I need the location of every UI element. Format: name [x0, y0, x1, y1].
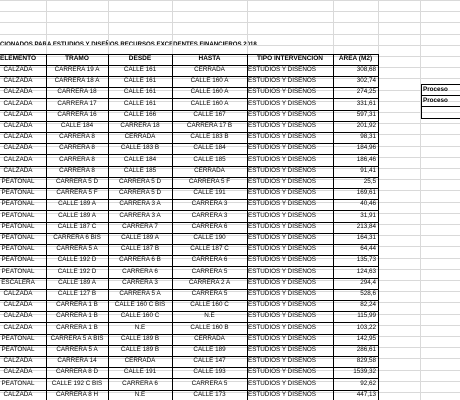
- cell-desde[interactable]: CALLE 189 B: [120, 334, 160, 342]
- cell-area[interactable]: 142,95: [356, 334, 376, 342]
- cell-tipo[interactable]: ESTUDIOS Y DISEÑOS: [248, 256, 317, 264]
- cell-desde[interactable]: CARRERA 5 D: [119, 178, 161, 185]
- cell-desde[interactable]: N.E: [134, 323, 146, 331]
- cell-area[interactable]: 201,92: [356, 122, 376, 129]
- cell-hasta[interactable]: CALLE 160 B: [190, 323, 229, 331]
- cell-area[interactable]: 103,22: [356, 323, 376, 331]
- table-border-h: [0, 278, 378, 279]
- cell-tramo[interactable]: CARRERA 5 D: [56, 178, 98, 185]
- cell-tramo[interactable]: CARRERA 1 B: [56, 301, 98, 309]
- cell-hasta[interactable]: CARRERA 5 F: [188, 178, 231, 185]
- cell-area[interactable]: 286,61: [356, 346, 376, 353]
- cell-tipo[interactable]: ESTUDIOS Y DISEÑOS: [248, 122, 317, 129]
- cell-area[interactable]: 25,5: [363, 178, 376, 185]
- cell-elemento[interactable]: PEATONAL: [1, 178, 35, 185]
- table-border-v: [378, 54, 379, 400]
- side-box-border: [421, 84, 460, 85]
- cell-tramo[interactable]: CARRERA 5 F: [56, 189, 98, 197]
- cell-tramo[interactable]: CARRERA 18: [57, 88, 97, 96]
- cell-desde[interactable]: N.E: [134, 390, 146, 398]
- cell-elemento[interactable]: PEATONAL: [1, 379, 35, 387]
- gridline-h: [0, 22, 460, 23]
- cell-tramo[interactable]: CARRERA 8: [59, 155, 95, 163]
- side-cell[interactable]: Proceso: [423, 97, 448, 105]
- table-border-v: [172, 54, 173, 400]
- cell-tramo[interactable]: CARRERA 5 A BIS: [50, 334, 104, 342]
- cell-desde[interactable]: CALLE 160 C BIS: [114, 301, 166, 309]
- cell-elemento[interactable]: CALZADA: [3, 66, 33, 73]
- cell-tipo[interactable]: ESTUDIOS Y DISEÑOS: [248, 200, 317, 208]
- cell-hasta[interactable]: CALLE 160 C: [190, 301, 229, 309]
- cell-area[interactable]: 308,68: [356, 66, 376, 73]
- cell-area[interactable]: 528,6: [360, 290, 376, 297]
- cell-desde[interactable]: CALLE 160 C: [120, 312, 160, 320]
- cell-tipo[interactable]: ESTUDIOS Y DISEÑOS: [248, 278, 317, 286]
- table-border-h: [0, 255, 378, 256]
- cell-area[interactable]: 64,44: [360, 245, 376, 253]
- cell-desde[interactable]: CALLE 189 B: [120, 346, 160, 353]
- cell-elemento[interactable]: PEATONAL: [1, 256, 35, 264]
- cell-tipo[interactable]: ESTUDIOS Y DISEÑOS: [248, 245, 317, 253]
- cell-tipo[interactable]: ESTUDIOS Y DISEÑOS: [248, 390, 317, 398]
- cell-elemento[interactable]: PEATONAL: [1, 211, 35, 219]
- side-box-border: [421, 118, 460, 119]
- table-border-h: [0, 222, 378, 223]
- cell-elemento[interactable]: PEATONAL: [1, 189, 35, 197]
- cell-tipo[interactable]: ESTUDIOS Y DISEÑOS: [248, 290, 317, 297]
- cell-tipo[interactable]: ESTUDIOS Y DISEÑOS: [248, 211, 317, 219]
- table-border-v: [108, 54, 109, 400]
- cell-tramo[interactable]: CARRERA 14: [57, 357, 97, 365]
- cell-area[interactable]: 169,61: [356, 189, 376, 197]
- cell-tramo[interactable]: CARRERA 6 BIS: [53, 234, 101, 241]
- table-border-h: [0, 244, 378, 245]
- cell-hasta[interactable]: CALLE 190: [193, 234, 226, 241]
- table-border-h: [0, 300, 378, 301]
- cell-hasta[interactable]: CERRADA: [194, 66, 225, 73]
- table-border-h: [0, 110, 378, 111]
- cell-elemento[interactable]: CALZADA: [3, 144, 33, 152]
- table-border-h: [0, 378, 378, 379]
- table-border-h: [0, 289, 378, 290]
- table-border-h: [0, 143, 378, 144]
- cell-tipo[interactable]: ESTUDIOS Y DISEÑOS: [248, 99, 317, 107]
- table-border-h: [0, 188, 378, 189]
- cell-desde[interactable]: CALLE 161: [123, 99, 157, 107]
- cell-desde[interactable]: CALLE 161: [123, 88, 157, 96]
- cell-area[interactable]: 135,73: [356, 256, 376, 264]
- cell-hasta[interactable]: CARRERA 3: [191, 200, 228, 208]
- cell-area[interactable]: 92,62: [360, 379, 376, 387]
- cell-area[interactable]: 1539,32: [353, 368, 376, 376]
- cell-elemento[interactable]: CALZADA: [3, 99, 33, 107]
- cell-area[interactable]: 302,74: [356, 77, 376, 85]
- cell-elemento[interactable]: CALZADA: [3, 155, 33, 163]
- table-border-h: [0, 98, 378, 99]
- cell-area[interactable]: 274,25: [356, 88, 376, 96]
- cell-desde[interactable]: CERRADA: [124, 133, 156, 141]
- cell-area[interactable]: 40,46: [360, 200, 376, 208]
- table-border-h: [0, 266, 378, 267]
- cell-desde[interactable]: CALLE 166: [123, 110, 157, 118]
- cell-tramo[interactable]: CARRERA 8 D: [56, 368, 98, 376]
- cell-tramo[interactable]: CALLE 184: [60, 122, 94, 129]
- table-border-v: [46, 54, 47, 400]
- cell-tipo[interactable]: ESTUDIOS Y DISEÑOS: [248, 301, 317, 309]
- cell-hasta[interactable]: CALLE 147: [193, 357, 226, 365]
- cell-elemento[interactable]: PEATONAL: [1, 267, 35, 275]
- table-border-h: [0, 121, 378, 122]
- gridline-h: [0, 11, 460, 12]
- cell-tramo[interactable]: CARRERA 8: [59, 166, 95, 174]
- table-border-h: [0, 233, 378, 234]
- cell-tipo[interactable]: ESTUDIOS Y DISEÑOS: [248, 66, 317, 73]
- cell-desde[interactable]: CARRERA 7: [122, 222, 158, 230]
- cell-hasta[interactable]: CALLE 184: [193, 144, 226, 152]
- gridline-h: [0, 0, 460, 1]
- side-box-border: [421, 84, 422, 118]
- table-border-h: [0, 132, 378, 133]
- cell-tramo[interactable]: CARRERA 1 B: [56, 312, 98, 320]
- cell-desde[interactable]: CALLE 189 A: [121, 234, 159, 241]
- cell-hasta[interactable]: CARRERA 2 A: [188, 278, 231, 286]
- side-box-border: [421, 106, 460, 107]
- cell-hasta[interactable]: CARRERA 6: [191, 222, 228, 230]
- cell-tramo[interactable]: CALLE 189 A: [58, 211, 96, 219]
- cell-elemento[interactable]: CALZADA: [3, 312, 33, 320]
- cell-tramo[interactable]: CARRERA 5 A: [56, 245, 98, 253]
- cell-hasta[interactable]: CERRADA: [194, 334, 225, 342]
- cell-area[interactable]: 31,91: [360, 211, 376, 219]
- table-border-h: [0, 390, 378, 391]
- cell-elemento[interactable]: CALZADA: [3, 166, 33, 174]
- cell-hasta[interactable]: CARRERA 17 B: [186, 122, 233, 129]
- table-border-h: [0, 76, 378, 77]
- cell-hasta[interactable]: CALLE 173: [193, 390, 226, 398]
- cell-area[interactable]: 91,41: [360, 166, 376, 174]
- cell-elemento[interactable]: CALZADA: [3, 88, 33, 96]
- cell-hasta[interactable]: CARRERA 3: [191, 211, 228, 219]
- cell-tipo[interactable]: ESTUDIOS Y DISEÑOS: [248, 357, 317, 365]
- cell-hasta[interactable]: CALLE 193: [193, 368, 226, 376]
- cell-tramo[interactable]: CARRERA 19 A: [54, 66, 100, 73]
- cell-tramo[interactable]: CARRERA 1 B: [56, 323, 98, 331]
- cell-tramo[interactable]: CALLE 127 B: [57, 290, 97, 297]
- cell-tipo[interactable]: ESTUDIOS Y DISEÑOS: [248, 222, 317, 230]
- cell-tipo[interactable]: ESTUDIOS Y DISEÑOS: [248, 323, 317, 331]
- cell-elemento[interactable]: CALZADA: [3, 301, 33, 309]
- cell-hasta[interactable]: CALLE 160 A: [190, 99, 229, 107]
- cell-desde[interactable]: CARRERA 3 A: [119, 211, 161, 219]
- cell-hasta[interactable]: CALLE 191: [193, 189, 226, 197]
- cell-tipo[interactable]: ESTUDIOS Y DISEÑOS: [248, 267, 317, 275]
- cell-desde[interactable]: CERRADA: [124, 357, 156, 365]
- cell-elemento[interactable]: PEATONAL: [1, 222, 35, 230]
- table-border-h: [0, 334, 378, 335]
- table-border-h: [0, 345, 378, 346]
- table-border-h: [0, 154, 378, 155]
- table-border-h: [0, 166, 378, 167]
- table-border-h: [0, 65, 378, 66]
- gridline-h: [0, 34, 460, 35]
- cell-hasta[interactable]: CERRADA: [194, 166, 225, 174]
- cell-tipo[interactable]: ESTUDIOS Y DISEÑOS: [248, 110, 317, 118]
- cell-tramo[interactable]: CARRERA 18 A: [54, 77, 100, 85]
- cell-area[interactable]: 98,31: [360, 133, 376, 141]
- cell-desde[interactable]: CALLE 183 B: [120, 144, 160, 152]
- cell-tipo[interactable]: ESTUDIOS Y DISEÑOS: [248, 379, 317, 387]
- cell-elemento[interactable]: CALZADA: [3, 133, 33, 141]
- cell-desde[interactable]: CARRERA 6: [122, 267, 158, 275]
- cell-elemento[interactable]: CALZADA: [3, 368, 33, 376]
- cell-elemento[interactable]: CALZADA: [3, 357, 33, 365]
- cell-hasta[interactable]: CARRERA 5: [191, 379, 228, 387]
- cell-desde[interactable]: CALLE 161: [123, 77, 157, 85]
- cell-elemento[interactable]: PEATONAL: [1, 200, 35, 208]
- cell-desde[interactable]: CALLE 184: [123, 155, 157, 163]
- cell-tipo[interactable]: ESTUDIOS Y DISEÑOS: [248, 346, 317, 353]
- cell-tramo[interactable]: CARRERA 17: [57, 99, 97, 107]
- cell-elemento[interactable]: CALZADA: [3, 290, 33, 297]
- cell-tipo[interactable]: ESTUDIOS Y DISEÑOS: [248, 189, 317, 197]
- cell-tipo[interactable]: ESTUDIOS Y DISEÑOS: [248, 77, 317, 85]
- cell-tipo[interactable]: ESTUDIOS Y DISEÑOS: [248, 166, 317, 174]
- table-border-h: [0, 199, 378, 200]
- table-border-h: [0, 87, 378, 88]
- cell-area[interactable]: 331,61: [356, 99, 376, 107]
- table-border-h: [0, 311, 378, 312]
- cell-area[interactable]: 186,46: [356, 155, 376, 163]
- cell-area[interactable]: 213,84: [356, 222, 376, 230]
- cell-tipo[interactable]: ESTUDIOS Y DISEÑOS: [248, 368, 317, 376]
- cell-elemento[interactable]: ESCALERA: [1, 278, 35, 286]
- cell-tramo[interactable]: CARRERA 8: [59, 133, 95, 141]
- cell-elemento[interactable]: PEATONAL: [1, 234, 35, 241]
- side-cell[interactable]: Proceso: [423, 86, 448, 93]
- table-border-v: [247, 54, 248, 400]
- cell-area[interactable]: 294,4: [360, 278, 376, 286]
- cell-elemento[interactable]: CALZADA: [3, 390, 33, 398]
- cell-tramo[interactable]: CALLE 192 C BIS: [51, 379, 103, 387]
- cell-tramo[interactable]: CALLE 187 C: [57, 222, 97, 230]
- cell-tramo[interactable]: CARRERA 8: [59, 144, 95, 152]
- header-area[interactable]: ÁREA (M2): [338, 54, 373, 62]
- cell-elemento[interactable]: PEATONAL: [1, 245, 35, 253]
- cell-desde[interactable]: CARRERA 18: [120, 122, 160, 129]
- cell-hasta[interactable]: CALLE 160 A: [190, 88, 229, 96]
- cell-tipo[interactable]: ESTUDIOS Y DISEÑOS: [248, 178, 317, 185]
- header-desde[interactable]: DESDE: [128, 54, 152, 62]
- cell-hasta[interactable]: CALLE 189: [193, 346, 226, 353]
- cell-desde[interactable]: CALLE 187 B: [120, 245, 160, 253]
- header-hasta[interactable]: HASTA: [198, 54, 221, 62]
- cell-hasta[interactable]: CALLE 167: [193, 110, 226, 118]
- table-border-h: [0, 322, 378, 323]
- side-box-border: [421, 95, 460, 96]
- cell-hasta[interactable]: CARRERA 6: [191, 256, 228, 264]
- cell-hasta[interactable]: CALLE 183 B: [190, 133, 229, 141]
- cell-area[interactable]: 597,31: [356, 110, 376, 118]
- cell-tipo[interactable]: ESTUDIOS Y DISEÑOS: [248, 88, 317, 96]
- cell-elemento[interactable]: CALZADA: [3, 77, 33, 85]
- gridline-v: [420, 0, 421, 400]
- cell-desde[interactable]: CARRERA 5 A: [119, 290, 161, 297]
- cell-desde[interactable]: CARRERA 5 D: [119, 189, 161, 197]
- cell-area[interactable]: 82,24: [360, 301, 376, 309]
- cell-area[interactable]: 447,13: [356, 390, 376, 398]
- cell-hasta[interactable]: CALLE 185: [193, 155, 226, 163]
- cell-desde[interactable]: CALLE 161: [123, 66, 157, 73]
- cell-desde[interactable]: CARRERA 6: [122, 379, 158, 387]
- cell-area[interactable]: 184,96: [356, 144, 376, 152]
- cell-desde[interactable]: CALLE 185: [123, 166, 157, 174]
- table-border-h: [0, 367, 378, 368]
- cell-elemento[interactable]: CALZADA: [3, 122, 33, 129]
- cell-hasta[interactable]: CARRERA 5: [191, 267, 228, 275]
- cell-tipo[interactable]: ESTUDIOS Y DISEÑOS: [248, 234, 317, 241]
- table-border-h: [0, 210, 378, 211]
- cell-hasta[interactable]: N.E: [204, 312, 215, 320]
- cell-desde[interactable]: CARRERA 6 B: [119, 256, 161, 264]
- cell-tipo[interactable]: ESTUDIOS Y DISEÑOS: [248, 334, 317, 342]
- cell-elemento[interactable]: CALZADA: [3, 110, 33, 118]
- cell-tramo[interactable]: CARRERA 5 A: [56, 346, 98, 353]
- cell-tramo[interactable]: CALLE 189 A: [58, 200, 96, 208]
- cell-elemento[interactable]: CALZADA: [3, 323, 33, 331]
- header-tramo[interactable]: TRAMO: [65, 54, 89, 62]
- cell-tramo[interactable]: CARRERA 8 H: [56, 390, 98, 398]
- table-border-v: [333, 54, 334, 400]
- cell-desde[interactable]: CARRERA 3: [122, 278, 158, 286]
- cell-tipo[interactable]: ESTUDIOS Y DISEÑOS: [248, 312, 317, 320]
- cell-tramo[interactable]: CALLE 192 D: [57, 256, 97, 264]
- cell-desde[interactable]: CALLE 191: [123, 368, 157, 376]
- cell-area[interactable]: 124,63: [356, 267, 376, 275]
- table-border-h: [0, 356, 378, 357]
- header-tipo[interactable]: TIPO INTERVENCIÓN: [257, 54, 323, 62]
- cell-hasta[interactable]: CARRERA 5: [191, 290, 228, 297]
- cell-tipo[interactable]: ESTUDIOS Y DISEÑOS: [248, 133, 317, 141]
- cell-hasta[interactable]: CALLE 160 A: [190, 77, 229, 85]
- table-border-h: [0, 54, 378, 55]
- cell-elemento[interactable]: PEATONAL: [1, 334, 35, 342]
- cell-hasta[interactable]: CALLE 187 C: [190, 245, 229, 253]
- cell-tipo[interactable]: ESTUDIOS Y DISEÑOS: [248, 155, 317, 163]
- cell-area[interactable]: 829,58: [356, 357, 376, 365]
- cell-elemento[interactable]: PEATONAL: [1, 346, 35, 353]
- cell-tramo[interactable]: CALLE 189 A: [58, 278, 96, 286]
- cell-desde[interactable]: CARRERA 3 A: [119, 200, 161, 208]
- cell-area[interactable]: 115,99: [357, 312, 376, 320]
- cell-tipo[interactable]: ESTUDIOS Y DISEÑOS: [248, 144, 317, 152]
- table-border-h: [0, 177, 378, 178]
- cell-tramo[interactable]: CALLE 192 D: [57, 267, 97, 275]
- cell-tramo[interactable]: CARRERA 16: [57, 110, 97, 118]
- header-elemento[interactable]: ELEMENTO: [0, 54, 36, 62]
- gridline-h: [0, 45, 460, 46]
- cell-area[interactable]: 164,31: [356, 234, 376, 241]
